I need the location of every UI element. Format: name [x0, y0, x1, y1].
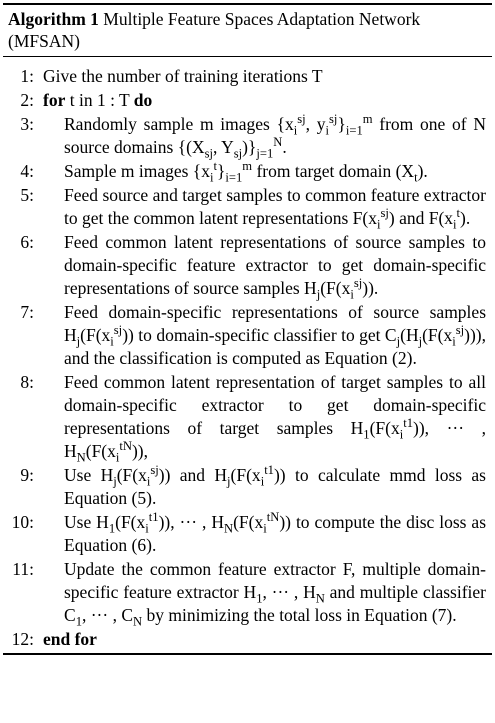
step-text	[43, 511, 492, 557]
algorithm-step	[3, 65, 492, 88]
algorithm-step	[3, 511, 492, 557]
step-text	[43, 628, 492, 651]
step-keyword: do	[133, 90, 153, 110]
algorithm-block	[3, 3, 492, 655]
algorithm-step	[3, 231, 492, 300]
step-content: Feed domain-specific representations of source samples $H_j(F(x_i^{sj}))$ to domain-specific classifier to get $C_j(H_j(F(x_i^{sj})))$, and the classification is computed as Equation (2).	[64, 302, 486, 368]
algorithm-step	[3, 558, 492, 627]
caption-rule	[3, 56, 492, 57]
step-text	[43, 65, 492, 88]
step-number: 8:	[20, 372, 34, 392]
step-number: 9:	[20, 465, 34, 485]
algorithm-step	[3, 113, 492, 159]
bottom-rule	[3, 653, 492, 655]
step-content: Give the number of training iterations T	[43, 66, 323, 86]
step-text	[43, 184, 492, 230]
algorithm-step	[3, 89, 492, 112]
step-content: Use $H_1(F(x_i^{t1}))$, ··· , $H_N(F(x_i^{tN}))$ to compute the disc loss as Equation (6).	[64, 510, 487, 555]
algorithm-steps	[3, 65, 492, 651]
step-content: Feed source and target samples to common feature extractor to get the common latent representations $F(x_i^{sj})$ and $F(x_i^t)$.	[64, 185, 486, 232]
algorithm-step	[3, 371, 492, 463]
step-keyword: end for	[43, 629, 97, 649]
step-text	[43, 160, 492, 183]
algorithm-title: Multiple Feature Spaces Adaptation Network (MFSAN)	[8, 9, 421, 51]
step-number: 12:	[11, 629, 34, 649]
algorithm-step	[3, 184, 492, 230]
step-text	[43, 113, 492, 159]
algorithm-step	[3, 464, 492, 510]
step-number: 7:	[20, 302, 34, 322]
step-text	[43, 558, 492, 627]
step-number: 5:	[20, 185, 34, 205]
step-content: Randomly sample m images {$x_i^{sj}$, $y_i^{sj}\}_{i=1}^m$ from one of N source domains {($X_{sj}$, $Y_{sj})\}_{j=1}^N$.	[64, 112, 486, 161]
step-content: Sample m images $\{x_i^t\}_{i=1}^m$ from target domain $(X_t)$.	[64, 159, 428, 185]
step-content: Use $H_j(F(x_i^{sj}))$ and $H_j(F(x_i^{t1}))$ to calculate mmd loss as Equation (5).	[64, 463, 486, 508]
step-number: 10:	[11, 512, 34, 532]
step-content: Feed common latent representations of source samples to domain-specific feature extractor to get domain-specific representations of source samples $H_j(F(x_i^{sj}))$.	[64, 232, 486, 302]
step-number: 6:	[20, 232, 34, 252]
step-number: 1:	[20, 66, 34, 86]
step-number: 3:	[20, 114, 34, 134]
algorithm-label: Algorithm 1	[8, 9, 99, 29]
step-number: 11:	[12, 559, 34, 579]
algorithm-step	[3, 160, 492, 183]
step-content: t in 1 : T	[69, 90, 130, 110]
step-content: Feed common latent representation of target samples to all domain-specific extractor to get domain-specific representations of target samples $H_1(F(x_i^{t1}))$, ··· , $H_N(F(x_i^{tN}))$,	[64, 372, 486, 465]
step-text	[43, 231, 492, 300]
step-number: 2:	[20, 90, 34, 110]
step-keyword: for	[43, 90, 66, 110]
algorithm-step	[3, 301, 492, 370]
step-number: 4:	[20, 161, 34, 181]
step-text	[43, 464, 492, 510]
step-content: Update the common feature extractor F, multiple domain-specific feature extractor $H_1$, ··· , $H_N$ and multiple classifier $C_1$, ··· , $C_N$ by minimizing the total loss in Equation (7).	[64, 559, 486, 629]
step-text	[43, 301, 492, 370]
step-text	[43, 89, 492, 112]
step-text	[43, 371, 492, 463]
algorithm-caption	[3, 5, 492, 52]
algorithm-step	[3, 628, 492, 651]
